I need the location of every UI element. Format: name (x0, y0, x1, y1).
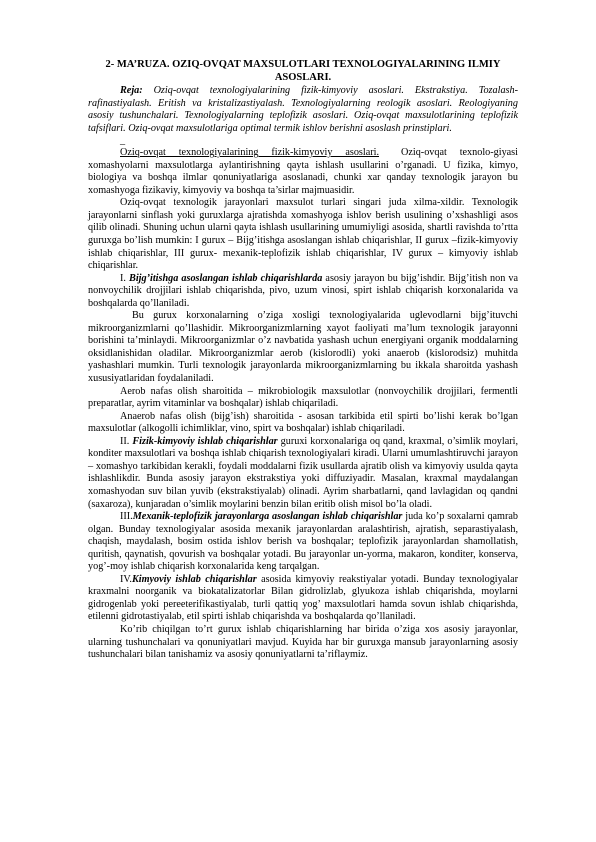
paragraph-10: Ko’rib chiqilgan to’rt gurux ishlab chiqarishlarning har birida o’ziga xos asosiy jarayonlar, ularning tushunchalari va qonuniyatlari mavjud. Kuyida har bir guruxga mansub jarayonlarning asosiy tushunchalari bilan tanishamiz va asosiy qonuniyatlarni ta’riflaymiz. (88, 623, 518, 661)
paragraph-8-text: juda ko’p soxalarni qamrab olgan. Bunday texnologiyalar asosida mexanik jarayonlardan aralashtirish, ajratish, separastiyalash, chaqish, maydalash, bosim ostida ishlov berish va boshqalar; teplofizik jarayonlardan shamollatish, quritish, qaynatish, qovurish va boshqalar yotadi. Bu jarayonlar un-yorma, makaron, konditer, konserva, yog’-moy ishlab chiqarish korxonalarida keng tarqalgan. (88, 511, 518, 573)
paragraph-8 (88, 511, 518, 574)
lecture-title: 2- MA’RUZA. OZIQ-OVQAT MAXSULOTLARI TEXNOLOGIYALARINING ILMIY ASOSLARI. (105, 59, 501, 83)
group-term: Kimyoviy ishlab chiqarishlar (131, 573, 257, 585)
paragraph-1-text: Oziq-ovqat texnolo-giyasi xomashyolarni maxsulotlarga aylantirishning qayta ishlash usullarini o’rganadi. U fizika, kimyo, biologiya va boshqa ilmlar qonuniyatlariga asoslanadi, chunki xar qanday texnologik jarayon bu xomashyoga fizikaviy, kimyoviy va boshqa ta’sirlar majmuasidir. (88, 147, 518, 196)
group-term: Bijg’itishga asoslangan ishlab chiqarishlarda (129, 272, 323, 284)
group-term: Fizik-kimyoviy ishlab chiqarishlar (132, 435, 278, 447)
paragraph-6: Anaerob nafas olish (bijg’ish) sharoitida - asosan tarkibida etil spirti bo’lishi kerak bo’lgan maxsulotlar (alkogolli ichimliklar, vino, spirt va boshqalar) ishlab chiqariladi. (88, 410, 518, 435)
group-number: II. (120, 435, 133, 447)
group-number: IV. (120, 573, 132, 585)
dash-mark: _ (120, 135, 126, 147)
document-page (88, 58, 518, 662)
paragraph-1 (88, 147, 518, 197)
paragraph-2: Oziq-ovqat texnologik jarayonlari maxsulot turlari singari juda xilma-xildir. Texnologik jarayonlarni sinflash yoki guruxlarga ajratishda xomashyoga ishlov berish usulining o’xshashligi asos qilib olinadi. Shuning uchun ularni qayta ishlash usullarining umumiyligi asosida, shartli ravishda to’rtta guruxga bo’lish mumkin: I gurux – Bijg’itishga asoslangan ishlab chiqarishlar, II gurux –fizik-kimyoviy ishlab chiqarishlar, III gurux- mexanik-teplofizik ishlab chiqarishlar, IV gurux – kimyoviy ishlab chiqarishlar. (88, 197, 518, 272)
paragraph-4: Bu gurux korxonalarning o’ziga xosligi texnologiyalarida uglevodlarni bijg’ituvchi mikroorganizmlarni qo’llashidir. Mikroorganizmlarning xayot faoliyati ma’lum texnologik jarayonni borishini ta’minlaydi. Mikroorganizmlar o’z navbatida yashash uchun energiyani organik moddalarning oksidlanishidan oladilar. Mikroorganizmlar aerob (kislorodli) yoki anaerob (kislorodsiz) muhitda yashashlari mumkin. Turli texnologik jarayonlarda mikroorganizmlarning bu ikkala sharoitda yashash xususiyatlaridan foydalaniladi. (88, 310, 518, 385)
section-heading: Oziq-ovqat texnologiyalarining fizik-kimyoviy asoslari. (120, 147, 379, 159)
group-number: III. (120, 511, 133, 523)
paragraph-7-text: guruxi korxonalariga oq qand, kraxmal, o’simlik moylari, konditer maxsulotlari va boshqa ishlab chiqarish texnologiyalari kiradi. Ularni umumlashtiruvchi jarayon – xomashyo tarkibidan kerakli, foydali moddalarni fizik usullarda ajratib olish va kimyoviy usulda qayta ishlashlikdir. Bunda asosiy jarayon ekstrakstiya yoki diffuziyadir. Masalan, kraxmal maydalangan xomashyodan suv bilan yuvib (ekstrakstiyalab) olinadi. Ayrim sharbatlarni, qand lavlagidan oq qandni (saxaroza), kunjaradan o’simlik moylarini benzin bilan eritib olish misol bo’la oladi. (88, 435, 519, 510)
paragraph-3 (88, 273, 518, 311)
paragraph-9-text: asosida kimyoviy reakstiyalar yotadi. Bunday texnologiyalar kraxmalni noorganik va biokatalizatorlar Bilan gidrolizlab, glyukoza ishlab chiqarishda, moylarni gidrogenlab yoki pereeterifikastiyalab, turli qattiq yog’ maxsulotlari hamda sovun ishlab chiqarishda, etilenni gidrotastiyalab, etil spirti ishlab chiqarishda va boshqalarda qo’llaniladi. (88, 573, 518, 623)
group-number: I. (120, 272, 130, 284)
paragraph-9 (88, 574, 518, 624)
reja-paragraph (88, 85, 518, 135)
group-term: Mexanik-teplofizik jarayonlarga asoslangan ishlab chiqarishlar (132, 511, 403, 523)
paragraph-7 (88, 436, 518, 511)
paragraph-3-text: asosiy jarayon bu bijg’ishdir. Bijg’itish non va nonvoychilik drojjilari ishlab chiqarishda, pivo, uzum vinosi, spirt ishlab chiqarish korxonalarida va boshqalarda qo’llaniladi. (88, 272, 518, 309)
reja-text: Oziq-ovqat texnologiyalarining fizik-kimyoviy asoslari. Ekstrakstiya. Tozalash-rafinastiyalash. Eritish va kristalizastiyalash. Texnologiyalarning reologik asoslari. Reologiyaning asosiy tushunchalari. Texnologiyalarning teplofizik asoslari. Oziq-ovqat maxsulotlarining teplofizik tafsiflari. Oziq-ovqat maxsulotlariga optimal termik ishlov berishni asoslash prinstiplari. (88, 85, 518, 134)
paragraph-5: Aerob nafas olish sharoitida – mikrobiologik maxsulotlar (nonvoychilik drojjilari, fermentli preparatlar, ayrim vitaminlar va boshqalar) ishlab chiqariladi. (88, 385, 518, 410)
reja-label: Reja: (120, 85, 143, 96)
